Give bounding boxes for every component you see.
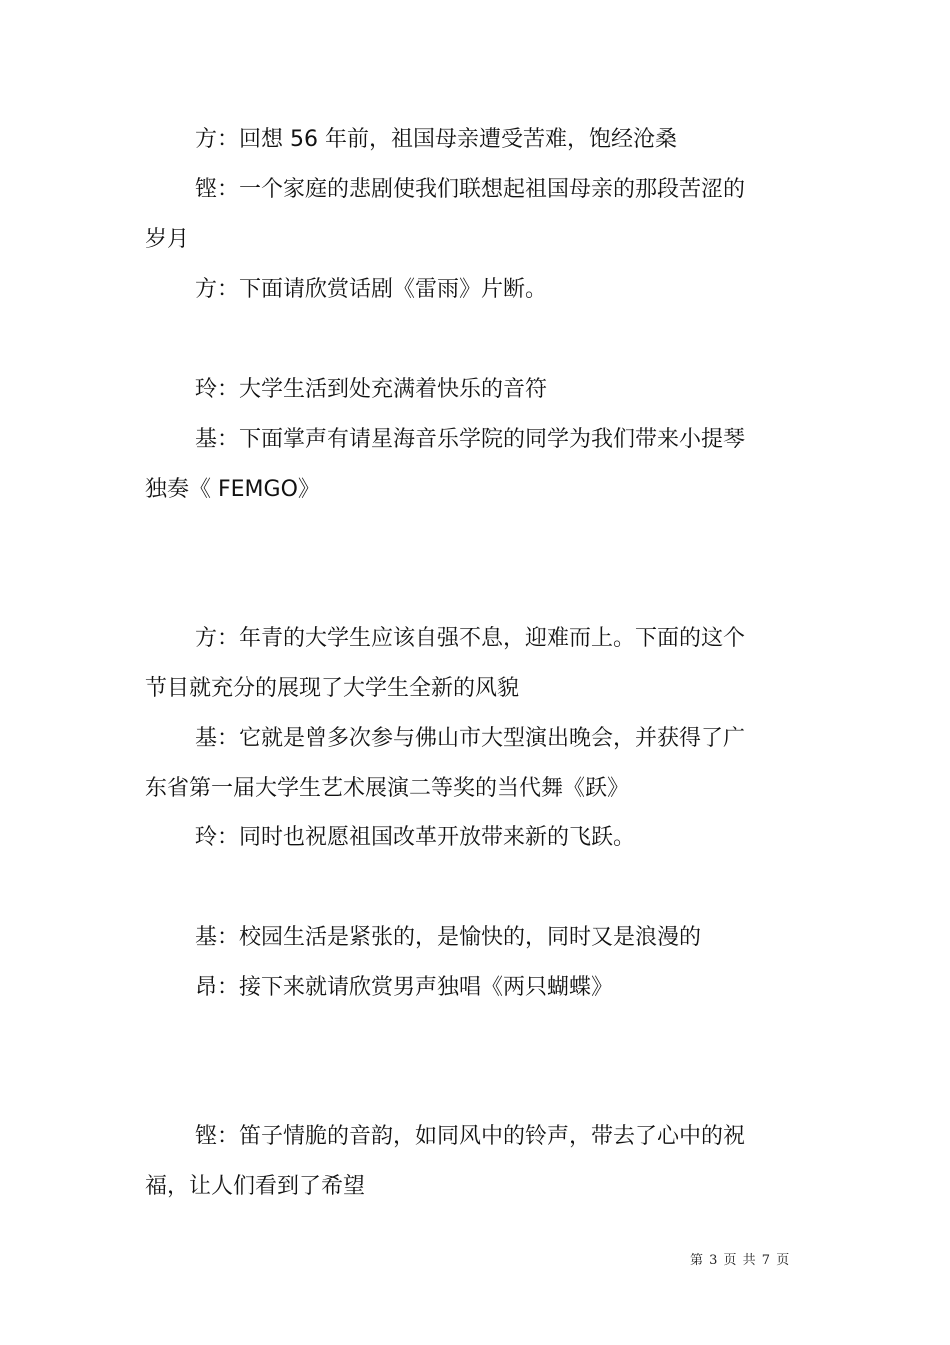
paragraph-2: 铿：一个家庭的悲剧使我们联想起祖国母亲的那段苦涩的岁月 [145, 177, 746, 252]
paragraph-11: 铿：笛子情脆的音韵，如同风中的铃声，带去了心中的祝福，让人们看到了希望 [145, 1124, 746, 1199]
paragraph-1: 方：回想 56 年前，祖国母亲遭受苦难，饱经沧桑 [195, 127, 677, 152]
paragraph-4: 玲：大学生活到处充满着快乐的音符 [195, 377, 548, 402]
paragraph-3: 方：下面请欣赏话剧《雷雨》片断。 [195, 277, 548, 302]
paragraph-5: 基：下面掌声有请星海音乐学院的同学为我们带来小提琴独奏《 FEMGO》 [145, 427, 746, 502]
paragraph-8: 玲：同时也祝愿祖国改革开放带来新的飞跃。 [195, 825, 636, 850]
page-number-footer: 第 3 页 共 7 页 [690, 1253, 791, 1268]
paragraph-7: 基：它就是曾多次参与佛山市大型演出晚会，并获得了广东省第一届大学生艺术展演二等奖的当代舞《跃》 [145, 726, 746, 801]
paragraph-9: 基：校园生活是紧张的，是愉快的，同时又是浪漫的 [195, 925, 702, 950]
paragraph-6: 方：年青的大学生应该自强不息，迎难而上。下面的这个节目就充分的展现了大学生全新的风貌 [145, 626, 746, 701]
paragraph-10: 昂：接下来就请欣赏男声独唱《两只蝴蝶》 [195, 975, 614, 1000]
